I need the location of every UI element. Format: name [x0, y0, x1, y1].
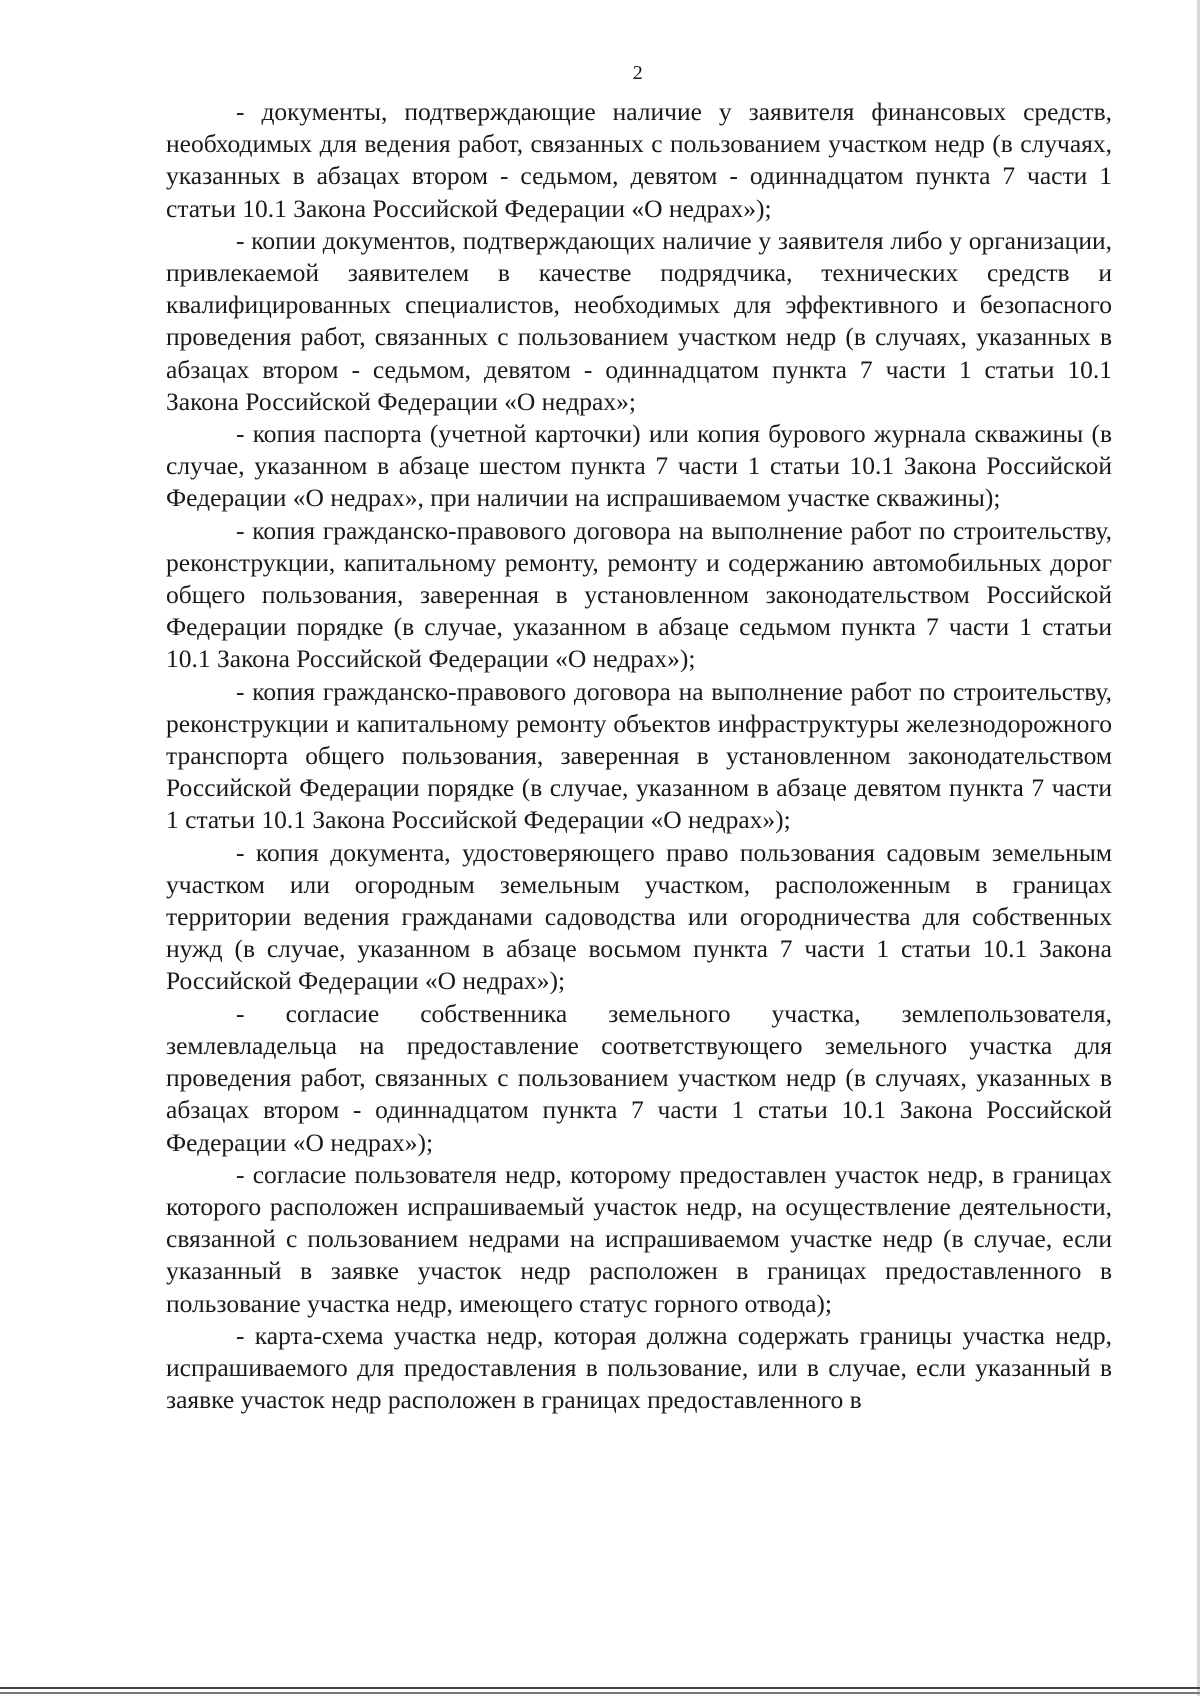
paragraph-road-contract-copy: - копия гражданско-правового договора на выполнение работ по строительству, реконструкции, капитальному ремонту, ремонту и содержанию автомобильных дорог общего пользования, заверенная в установленном законодательством Российской Федерации порядке (в случае, указанном в абзаце седьмом пункта 7 части 1 статьи 10.1 Закона Российской Федерации «О недрах»);	[166, 515, 1112, 674]
paragraph-site-map-scheme: - карта-схема участка недр, которая должна содержать границы участка недр, испрашиваемого для предоставления в пользование, или в случае, если указанный в заявке участок недр расположен в границах предоставленного в	[166, 1320, 1112, 1415]
paragraph-technical-means-copies: - копии документов, подтверждающих наличие у заявителя либо у организации, привлекаемой заявителем в качестве подрядчика, технических средств и квалифицированных специалистов, необходимых для эффективного и безопасного проведения работ, связанных с пользованием участком недр (в случаях, указанных в абзацах втором - седьмом, девятом - одиннадцатом пункта 7 части 1 статьи 10.1 Закона Российской Федерации «О недрах»;	[166, 225, 1112, 416]
scan-border-line	[0, 1692, 1200, 1694]
paragraph-well-passport-copy: - копия паспорта (учетной карточки) или копия бурового журнала скважины (в случае, указанном в абзаце шестом пункта 7 части 1 статьи 10.1 Закона Российской Федерации «О недрах», при наличии на испрашиваемом участке скважины);	[166, 419, 1112, 513]
scan-border-line	[0, 1687, 1200, 1689]
paragraph-subsoil-user-consent: - согласие пользователя недр, которому предоставлен участок недр, в границах которого расположен испрашиваемый участок недр, на осуществление деятельности, связанной с пользованием недрами на испрашиваемом участке недр (в случае, если указанный в заявке участок недр расположен в границах предоставленного в пользование участка недр, имеющего статус горного отвода);	[166, 1159, 1112, 1318]
paragraph-land-owner-consent: - согласие собственника земельного участка, землепользователя, землевладельца на предоставление соответствующего земельного участка для проведения работ, связанных с пользованием участком недр (в случаях, указанных в абзацах втором - одиннадцатом пункта 7 части 1 статьи 10.1 Закона Российской Федерации «О недрах»);	[166, 998, 1112, 1157]
paragraph-financial-documents: - документы, подтверждающие наличие у заявителя финансовых средств, необходимых для ведения работ, связанных с пользованием участком недр (в случаях, указанных в абзацах втором - седьмом, девятом - одиннадцатом пункта 7 части 1 статьи 10.1 Закона Российской Федерации «О недрах»);	[166, 97, 1112, 223]
paragraph-railway-contract-copy: - копия гражданско-правового договора на выполнение работ по строительству, реконструкции и капитальному ремонту объектов инфраструктуры железнодорожного транспорта общего пользования, заверенная в установленном законодательством Российской Федерации порядке (в случае, указанном в абзаце девятом пункта 7 части 1 статьи 10.1 Закона Российской Федерации «О недрах»);	[166, 676, 1112, 835]
document-body	[166, 96, 1112, 1416]
page-number: 2	[632, 62, 644, 84]
paragraph-garden-plot-document-copy: - копия документа, удостоверяющего право пользования садовым земельным участком или огородным земельным участком, расположенным в границах территории ведения гражданами садоводства или огородничества для собственных нужд (в случае, указанном в абзаце восьмом пункта 7 части 1 статьи 10.1 Закона Российской Федерации «О недрах»);	[166, 837, 1112, 996]
